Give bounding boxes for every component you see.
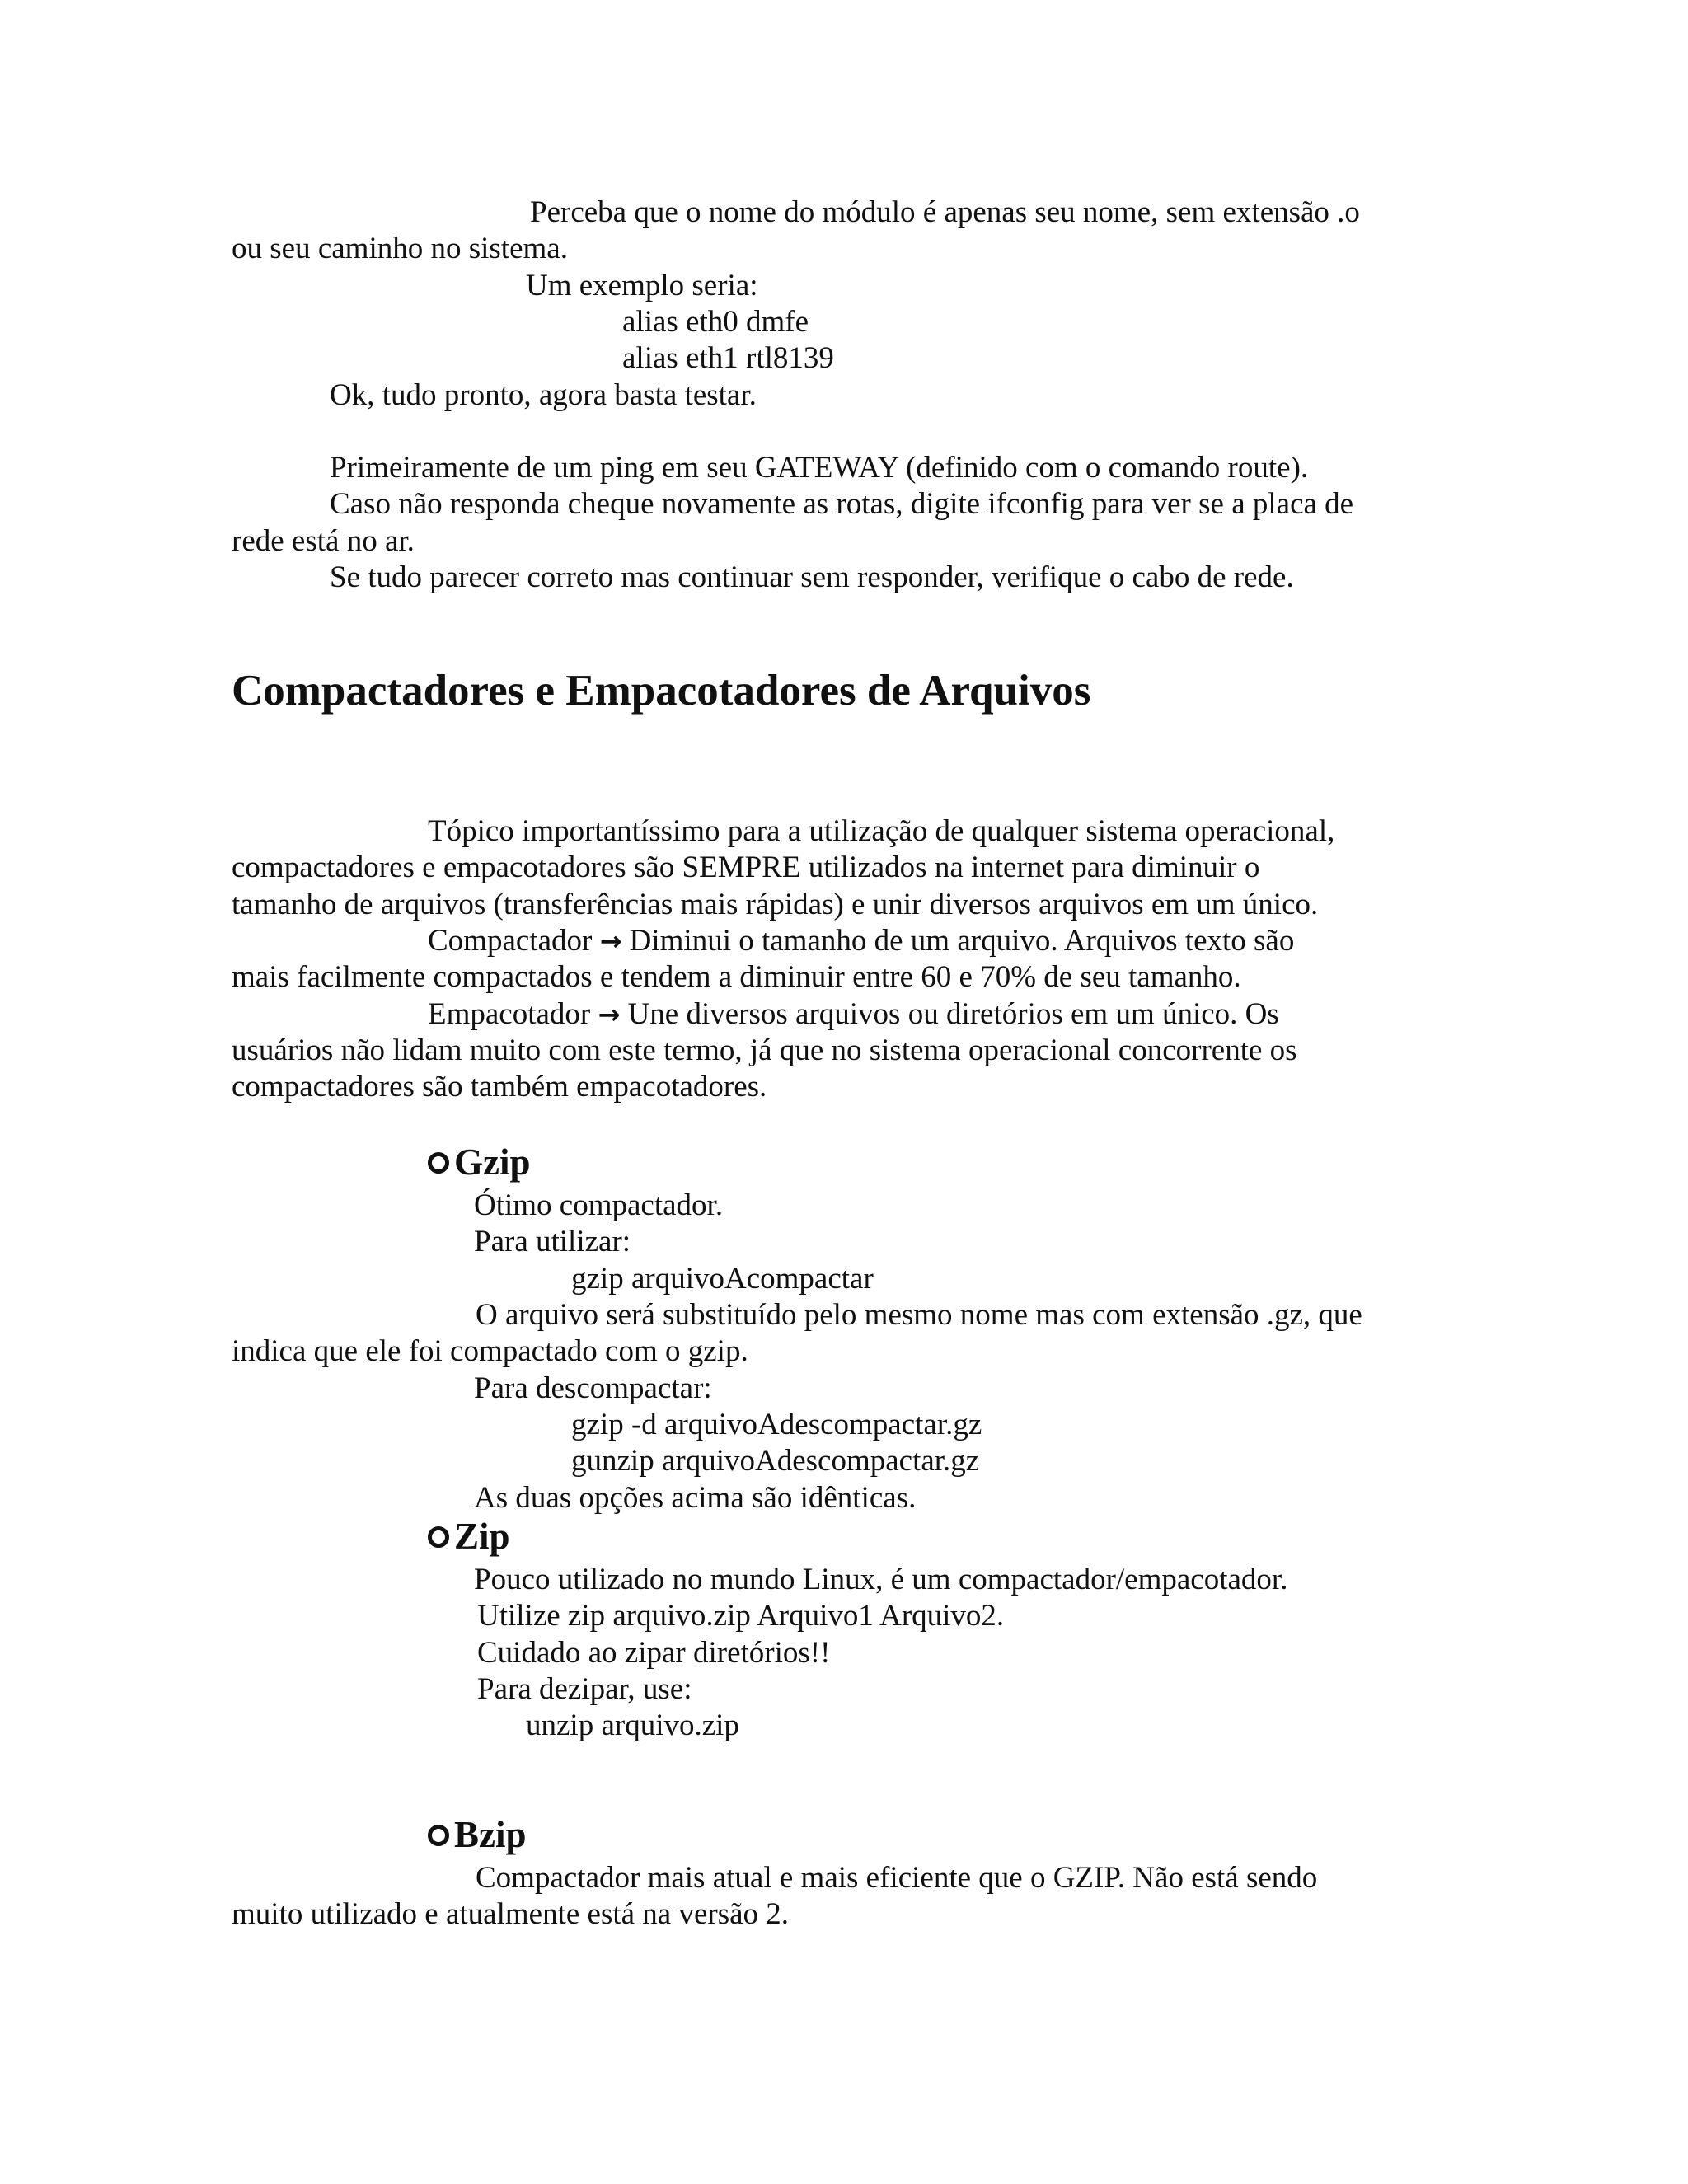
code-line: unzip arquivo.zip xyxy=(526,1708,739,1742)
paragraph-line: compactadores e empacotadores são SEMPRE utilizados na internet para diminuir o xyxy=(232,851,1260,884)
subsection-heading-bzip xyxy=(428,1813,527,1856)
paragraph-line: muito utilizado e atualmente está na versão 2. xyxy=(232,1897,790,1931)
code-line: alias eth0 dmfe xyxy=(622,305,809,339)
paragraph-line: Utilize zip arquivo.zip Arquivo1 Arquivo2. xyxy=(477,1599,1005,1633)
circle-bullet-icon xyxy=(428,1152,449,1174)
code-line: gzip -d arquivoAdescompactar.gz xyxy=(571,1408,982,1441)
paragraph-line: Para dezipar, use: xyxy=(477,1672,692,1706)
definition-text: Diminui o tamanho de um arquivo. Arquivos texto são xyxy=(629,924,1295,958)
section-heading: Compactadores e Empacotadores de Arquivos xyxy=(232,667,1091,715)
paragraph-line: tamanho de arquivos (transferências mais rápidas) e unir diversos arquivos em um único. xyxy=(232,888,1319,921)
paragraph-line: Ok, tudo pronto, agora basta testar. xyxy=(330,378,757,412)
paragraph-line: Caso não responda cheque novamente as rotas, digite ifconfig para ver se a placa de xyxy=(330,487,1354,521)
paragraph-line: ou seu caminho no sistema. xyxy=(232,232,568,265)
paragraph-line: Compactador mais atual e mais eficiente que o GZIP. Não está sendo xyxy=(476,1861,1318,1895)
term-empacotador: Empacotador xyxy=(428,997,591,1031)
definition-text: Une diversos arquivos ou diretórios em um único. Os xyxy=(627,997,1279,1031)
term-compactador: Compactador xyxy=(428,924,593,958)
paragraph-line: mais facilmente compactados e tendem a diminuir entre 60 e 70% de seu tamanho. xyxy=(232,960,1241,994)
paragraph-line: Para descompactar: xyxy=(474,1371,712,1405)
paragraph-line: Se tudo parecer correto mas continuar sem responder, verifique o cabo de rede. xyxy=(330,560,1294,594)
paragraph-line: Para utilizar: xyxy=(474,1225,631,1258)
subsection-title: Zip xyxy=(454,1516,510,1557)
paragraph-line: Um exemplo seria: xyxy=(526,269,758,302)
circle-bullet-icon xyxy=(428,1526,449,1548)
paragraph-line: usuários não lidam muito com este termo, já que no sistema operacional concorrente os xyxy=(232,1033,1297,1067)
subsection-title: Bzip xyxy=(454,1814,527,1855)
subsection-heading-gzip xyxy=(428,1141,531,1183)
arrow-right-icon: → xyxy=(599,926,622,957)
paragraph-line: Primeiramente de um ping em seu GATEWAY (definido com o comando route). xyxy=(330,451,1309,485)
paragraph-line: Ótimo compactador. xyxy=(474,1188,724,1222)
definition-line xyxy=(428,923,1294,959)
paragraph-line: Perceba que o nome do módulo é apenas seu nome, sem extensão .o xyxy=(530,195,1360,229)
circle-bullet-icon xyxy=(428,1825,449,1846)
arrow-right-icon: → xyxy=(598,999,621,1030)
code-line: alias eth1 rtl8139 xyxy=(622,341,834,375)
paragraph-line: compactadores são também empacotadores. xyxy=(232,1070,767,1104)
paragraph-line: As duas opções acima são idênticas. xyxy=(474,1481,917,1515)
code-line: gunzip arquivoAdescompactar.gz xyxy=(571,1444,980,1478)
subsection-heading-zip xyxy=(428,1515,510,1558)
paragraph-line: indica que ele foi compactado com o gzip. xyxy=(232,1334,748,1368)
code-line: gzip arquivoAcompactar xyxy=(571,1262,874,1296)
paragraph-line: Cuidado ao zipar diretórios!! xyxy=(477,1636,831,1670)
paragraph-line: O arquivo será substituído pelo mesmo nome mas com extensão .gz, que xyxy=(476,1298,1362,1332)
definition-line xyxy=(428,996,1279,1033)
paragraph-line: Tópico importantíssimo para a utilização de qualquer sistema operacional, xyxy=(428,814,1335,848)
subsection-title: Gzip xyxy=(454,1141,531,1183)
paragraph-line: Pouco utilizado no mundo Linux, é um compactador/empacotador. xyxy=(474,1563,1288,1596)
paragraph-line: rede está no ar. xyxy=(232,524,415,558)
